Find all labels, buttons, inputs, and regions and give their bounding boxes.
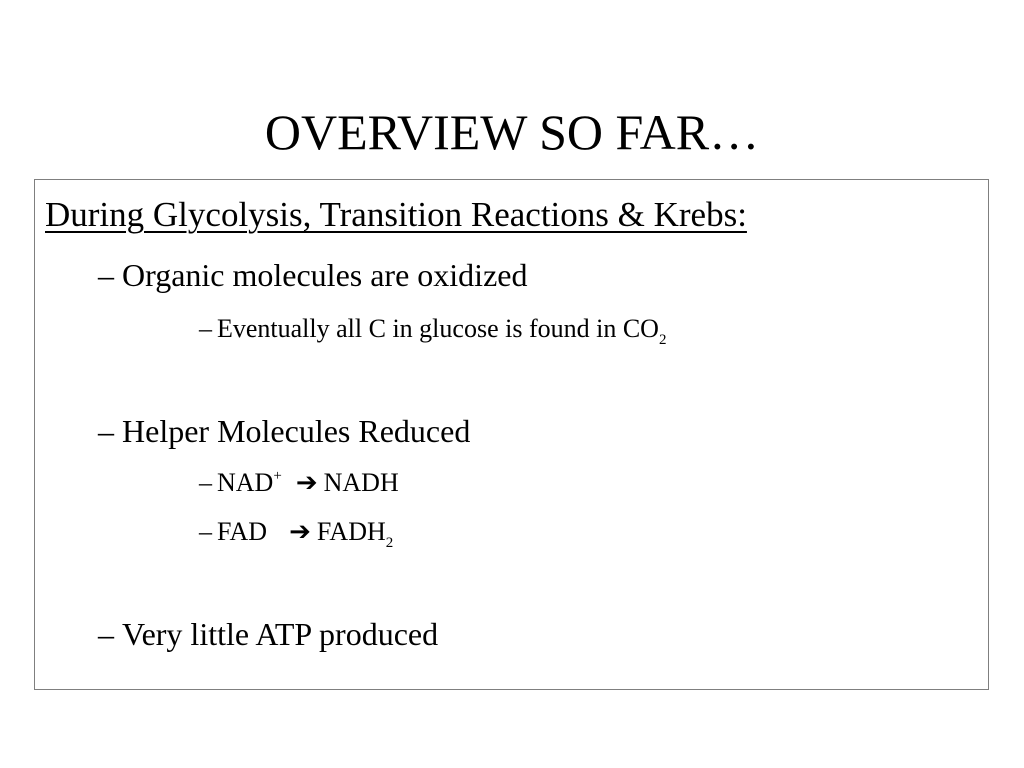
bullet-text: Very little ATP produced [122, 616, 439, 652]
product-fadh2: FADH [316, 517, 386, 546]
slide-title: OVERVIEW SO FAR… [264, 104, 760, 160]
bullet-text: Helper Molecules Reduced [122, 413, 471, 449]
superscript: + [273, 468, 282, 484]
bullet-dash: – [199, 314, 212, 343]
subscript: 2 [385, 535, 394, 551]
arrow-right-icon: ➔ [289, 517, 311, 546]
arrow-right-icon: ➔ [295, 468, 318, 497]
bullet-dash: – [199, 468, 212, 497]
content-box [34, 179, 989, 690]
product-nadh: NADH [323, 468, 399, 497]
section-heading: During Glycolysis, Transition Reactions & Krebs: [45, 195, 747, 234]
bullet-text: Organic molecules are oxidized [122, 257, 528, 293]
bullet-dash: – [98, 413, 114, 449]
subbullet-carbon-co2 [199, 313, 667, 348]
bullet-helper-reduced [98, 411, 470, 451]
subscript: 2 [658, 332, 667, 348]
subbullet-fad [199, 516, 394, 551]
bullet-little-atp [98, 614, 438, 654]
bullet-dash: – [98, 257, 114, 293]
bullet-dash: – [98, 616, 114, 652]
subbullet-nad [199, 467, 399, 499]
bullet-organic-oxidized [98, 255, 527, 295]
bullet-text: Eventually all C in glucose is found in CO [217, 314, 659, 343]
reactant-fad: FAD [217, 517, 268, 546]
reactant-nad: NAD [217, 468, 274, 497]
bullet-dash: – [199, 517, 212, 546]
